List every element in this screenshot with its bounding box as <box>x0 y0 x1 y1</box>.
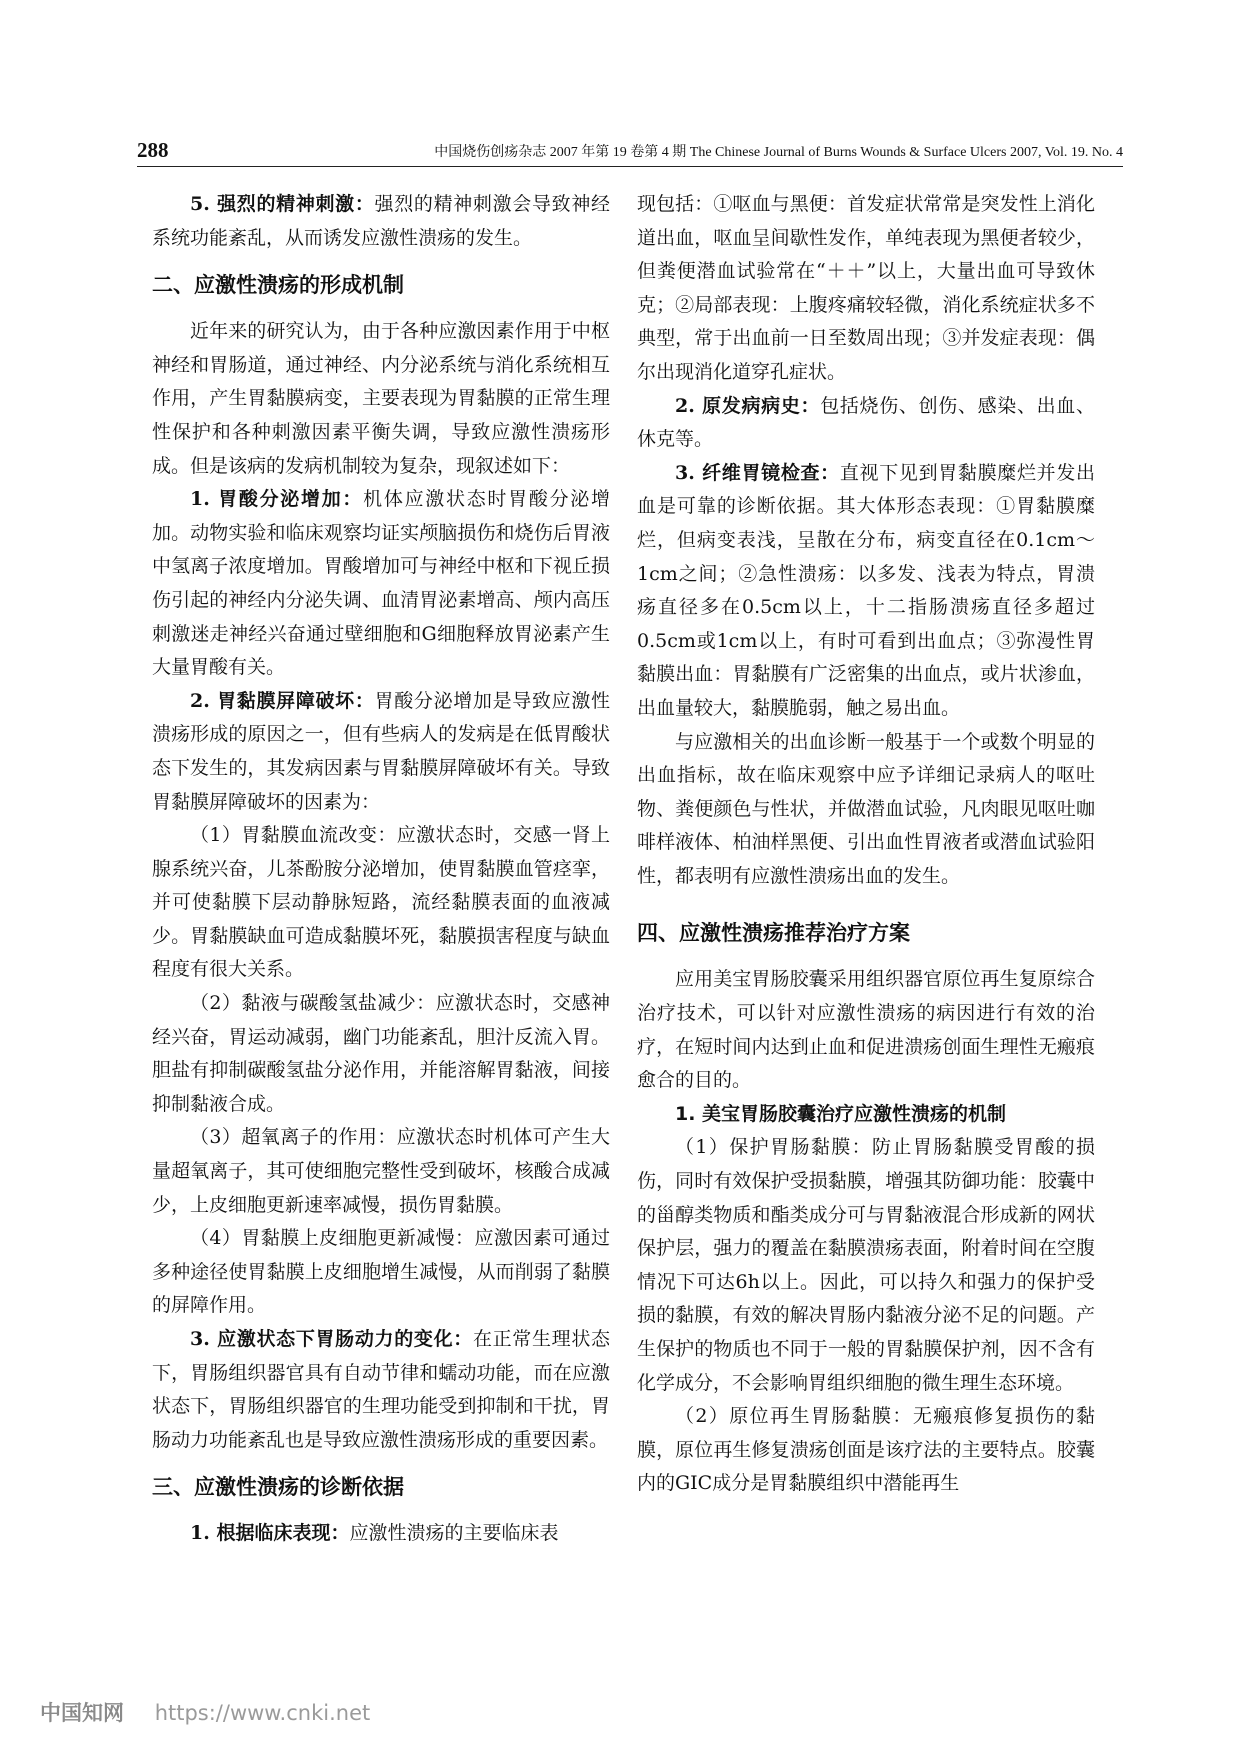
subheading: 2. 原发病病史： <box>675 394 821 417</box>
paragraph <box>152 685 610 819</box>
paragraph-text: 机体应激状态时胃酸分泌增加。动物实验和临床观察均证实颅脑损伤和烧伤后胃液中氢离子浓度增加。胃酸增加可与神经中枢和下视丘损伤引起的神经内分泌失调、血清胃泌素增高、颅内高压刺激迷走神经兴奋通过壁细胞和G细胞释放胃泌素产生大量胃酸有关。 <box>152 488 610 679</box>
paragraph <box>152 188 610 255</box>
left-column <box>152 188 610 1551</box>
subheading: 1. 胃酸分泌增加： <box>190 488 364 511</box>
paragraph-text: 直视下见到胃黏膜糜烂并发出血是可靠的诊断依据。其大体形态表现：①胃黏膜糜烂，但病变表浅，呈散在分布，病变直径在0.1cm～1cm之间；②急性溃疡：以多发、浅表为特点，胃溃疡直径多在0.5cm以上，十二指肠溃疡直径多超过0.5cm或1cm以上，有时可看到出血点；③弥漫性胃黏膜出血：胃黏膜有广泛密集的出血点，或片状渗血，出血量较大，黏膜脆弱，触之易出血。 <box>637 461 1095 719</box>
running-head: 中国烧伤创疡杂志 2007 年第 19 卷第 4 期 The Chinese Journal of Burns Wounds & Surface Ulcers 2007, Vol. 19. No. 4 <box>434 145 1123 160</box>
subheading: 5. 强烈的精神刺激： <box>190 193 375 215</box>
header-rule <box>137 166 1123 167</box>
paragraph: 应用美宝胃肠胶囊采用组织器官原位再生复原综合治疗技术，可以针对应激性溃疡的病因进行有效的治疗，在短时间内达到止血和促进溃疡创面生理性无瘢痕愈合的目的。 <box>637 968 1095 1092</box>
page-header <box>137 138 1123 168</box>
paragraph: 现包括：①呕血与黑便：首发症状常常是突发性上消化道出血，呕血呈间歇性发作，单纯表现为黑便者较少，但粪便潜血试验常在“＋＋”以上，大量出血可导致休克；②局部表现：上腹疼痛较轻微，消化系统症状多不典型，常于出血前一日至数周出现；③并发症表现：偶尔出现消化道穿孔症状。 <box>637 193 1095 383</box>
cnki-logo: 中国知网 <box>40 1701 124 1725</box>
section-heading: 二、应激性溃疡的形成机制 <box>152 273 404 298</box>
paragraph: （2）原位再生胃肠黏膜：无瘢痕修复损伤的黏膜，原位再生修复溃疡创面是该疗法的主要特点。胶囊内的GIC成分是胃黏膜组织中潜能再生 <box>637 1405 1095 1495</box>
spacer <box>637 893 1095 903</box>
paragraph: 与应激相关的出血诊断一般基于一个或数个明显的出血指标，故在临床观察中应予详细记录病人的呕吐物、粪便颜色与性状，并做潜血试验，凡肉眼见呕吐咖啡样液体、柏油样黑便、引出血性胃液者或潜血试验阳性，都表明有应激性溃疡出血的发生。 <box>637 730 1095 887</box>
paragraph: （2）黏液与碳酸氢盐减少：应激状态时，交感神经兴奋，胃运动减弱，幽门功能紊乱，胆汁反流入胃。胆盐有抑制碳酸氢盐分泌作用，并能溶解胃黏液，间接抑制黏液合成。 <box>152 992 610 1115</box>
subheading: 3. 应激状态下胃肠动力的变化： <box>190 1328 473 1350</box>
paragraph: （1）胃黏膜血流改变：应激状态时，交感一肾上腺系统兴奋，儿茶酚胺分泌增加，使胃黏膜血管痉挛，并可使黏膜下层动静脉短路，流经黏膜表面的血液减少。胃黏膜缺血可造成黏膜坏死，黏膜损害程度与缺血程度有很大关系。 <box>152 824 610 981</box>
paragraph-text: 强烈的精神刺激会导致神经系统功能紊乱，从而诱发应激性溃疡的发生。 <box>152 193 610 249</box>
section-heading: 三、应激性溃疡的诊断依据 <box>152 1475 404 1500</box>
paragraph-text: 应激性溃疡的主要临床表 <box>349 1522 559 1545</box>
paragraph <box>637 457 1095 726</box>
paragraph-text: 胃酸分泌增加是导致应激性溃疡形成的原因之一，但有些病人的发病是在低胃酸状态下发生的，其发病因素与胃黏膜屏障破坏有关。导致胃黏膜屏障破坏的因素为： <box>152 689 610 813</box>
paragraph <box>637 390 1095 457</box>
cnki-watermark <box>40 1697 370 1727</box>
paragraph: （1）保护胃肠黏膜：防止胃肠黏膜受胃酸的损伤，同时有效保护受损黏膜，增强其防御功能：胶囊中的甾醇类物质和酯类成分可与胃黏液混合形成新的网状保护层，强力的覆盖在黏膜溃疡表面，附着时间在空腹情况下可达6h以上。因此，可以持久和强力的保护受损的黏膜，有效的解决胃肠内黏液分泌不足的问题。产生保护的物质也不同于一般的胃黏膜保护剂，因不含有化学成分，不会影响胃组织细胞的微生理生态环境。 <box>637 1136 1095 1394</box>
paragraph <box>152 483 610 685</box>
page-number: 288 <box>137 138 169 162</box>
paragraph-text: 包括烧伤、创伤、感染、出血、休克等。 <box>637 394 1095 451</box>
right-column <box>637 188 1095 1501</box>
paragraph <box>152 1517 610 1551</box>
section-heading: 四、应激性溃疡推荐治疗方案 <box>637 921 910 946</box>
paragraph: （3）超氧离子的作用：应激状态时机体可产生大量超氧离子，其可使细胞完整性受到破坏，核酸合成减少，上皮细胞更新速率减慢，损伤胃黏膜。 <box>152 1126 610 1216</box>
paragraph-text: 在正常生理状态下，胃肠组织器官具有自动节律和蠕动功能，而在应激状态下，胃肠组织器官的生理功能受到抑制和干扰，胃肠动力功能紊乱也是导致应激性溃疡形成的重要因素。 <box>152 1328 610 1451</box>
subheading: 3. 纤维胃镜检查： <box>675 461 840 484</box>
subheading: 1. 根据临床表现： <box>190 1522 350 1545</box>
paragraph: （4）胃黏膜上皮细胞更新减慢：应激因素可通过多种途径使胃黏膜上皮细胞增生减慢，从而削弱了黏膜的屏障作用。 <box>152 1227 610 1317</box>
subheading: 2. 胃黏膜屏障破坏： <box>190 689 375 712</box>
paragraph <box>152 1323 610 1457</box>
paragraph: 近年来的研究认为，由于各种应激因素作用于中枢神经和胃肠道，通过神经、内分泌系统与消化系统相互作用，产生胃黏膜病变，主要表现为胃黏膜的正常生理性保护和各种刺激因素平衡失调，导致应激性溃疡形成。但是该病的发病机制较为复杂，现叙述如下： <box>152 320 610 477</box>
cnki-url: https://www.cnki.net <box>154 1701 371 1725</box>
subsection-heading: 1. 美宝胃肠胶囊治疗应激性溃疡的机制 <box>675 1102 1007 1125</box>
